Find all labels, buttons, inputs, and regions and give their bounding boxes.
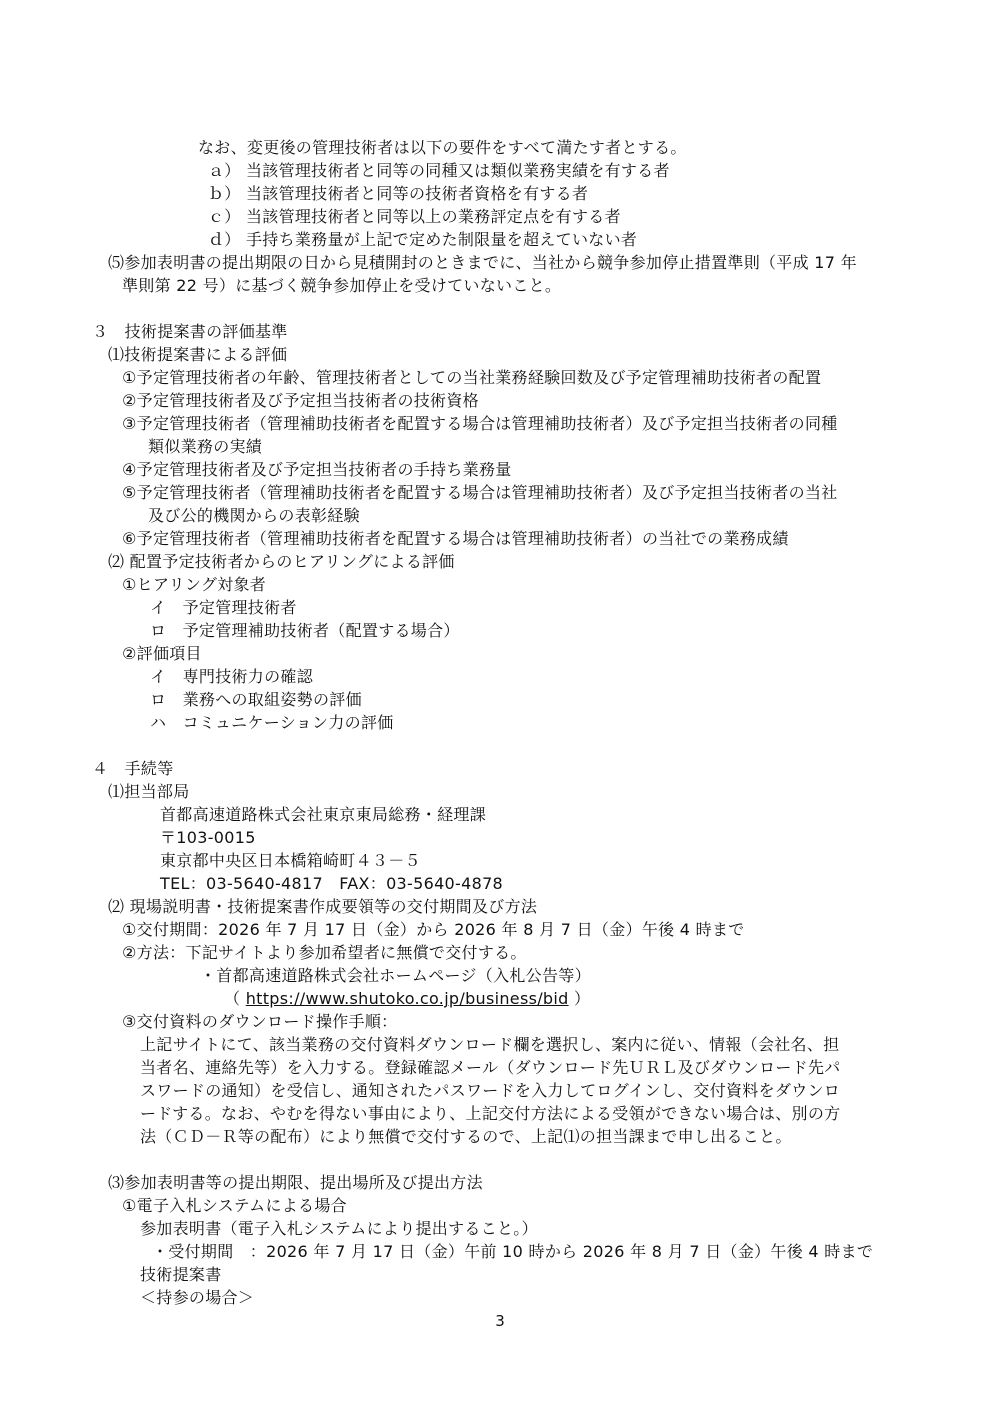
download-procedure-line4: ードする。なお、やむを得ない事由により、上記交付方法による受領ができない場合は、別の方	[140, 1104, 841, 1123]
criterion-5-line2: 及び公的機関からの表彰経験	[148, 506, 360, 525]
distribution-method: ②方法：下記サイトより参加希望者に無償で交付する。	[122, 943, 527, 962]
requirement-d: ｄ） 手持ち業務量が上記で定めた制限量を超えていない者	[208, 230, 638, 249]
contact-numbers: TEL：03-5640-4817 FAX：03-5640-4878	[160, 874, 504, 893]
download-procedure-line1: 上記サイトにて、該当業務の交付資料ダウンロード欄を選択し、案内に従い、情報（会社名、担	[140, 1035, 840, 1054]
website-url-line	[224, 989, 590, 1009]
criterion-1: ①予定管理技術者の年齢、管理技術者としての当社業務経験回数及び予定管理補助技術者の配置	[122, 368, 822, 387]
criterion-3-line1: ③予定管理技術者（管理補助技術者を配置する場合は管理補助技術者）及び予定担当技術者の同種	[122, 414, 838, 433]
replacement-note: なお、変更後の管理技術者は以下の要件をすべて満たす者とする。	[198, 138, 687, 157]
item5-line1: ⑸参加表明書の提出期限の日から見積開封のときまでに、当社から競争参加停止措置準則（平成 17 年	[108, 253, 857, 272]
criterion-5-line1: ⑤予定管理技術者（管理補助技術者を配置する場合は管理補助技術者）及び予定担当技術者の当社	[122, 483, 838, 502]
evaluation-item-i: イ 専門技術力の確認	[150, 667, 314, 686]
bid-website-link[interactable]: https://www.shutoko.co.jp/business/bid	[245, 989, 569, 1008]
section3-heading: ３ 技術提案書の評価基準	[92, 322, 288, 341]
hearing-targets: ①ヒアリング対象者	[122, 575, 267, 594]
bring-in-case: ＜持参の場合＞	[140, 1288, 255, 1307]
requirement-a: ａ） 当該管理技術者と同等の同種又は類似業務実績を有する者	[208, 161, 670, 180]
address: 東京都中央区日本橋箱崎町４３－５	[160, 851, 421, 870]
section4-sub3: ⑶参加表明書等の提出期限、提出場所及び提出方法	[108, 1173, 483, 1192]
url-paren-close: ）	[573, 989, 591, 1008]
hearing-target-ro: ロ 予定管理補助技術者（配置する場合）	[150, 621, 460, 640]
criterion-3-line2: 類似業務の実績	[148, 437, 263, 456]
download-procedure-title: ③交付資料のダウンロード操作手順：	[122, 1012, 398, 1031]
postal-code: 〒103-0015	[160, 828, 256, 847]
technical-proposal: 技術提案書	[140, 1265, 222, 1284]
section4-heading: ４ 手続等	[92, 759, 174, 778]
requirement-b: ｂ） 当該管理技術者と同等の技術者資格を有する者	[208, 184, 589, 203]
download-procedure-line5: 法（ＣＤ－Ｒ等の配布）により無償で交付するので、上記⑴の担当課まで申し出ること。	[140, 1127, 792, 1146]
organization-name: 首都高速道路株式会社東京東局総務・経理課	[160, 805, 487, 824]
requirement-c: ｃ） 当該管理技術者と同等以上の業務評定点を有する者	[208, 207, 621, 226]
evaluation-item-ro: ロ 業務への取組姿勢の評価	[150, 690, 362, 709]
website-name: ・首都高速道路株式会社ホームページ（入札公告等）	[200, 966, 591, 985]
distribution-period: ①交付期間：2026 年 7 月 17 日（金）から 2026 年 8 月 7 日（金）午後 4 時まで	[122, 920, 745, 939]
section4-sub1: ⑴担当部局	[108, 782, 190, 801]
criterion-4: ④予定管理技術者及び予定担当技術者の手持ち業務量	[122, 460, 512, 479]
section4-sub2: ⑵ 現場説明書・技術提案書作成要領等の交付期間及び方法	[108, 897, 538, 916]
section3-sub1: ⑴技術提案書による評価	[108, 345, 288, 364]
electronic-bidding-case: ①電子入札システムによる場合	[122, 1196, 347, 1215]
criterion-6: ⑥予定管理技術者（管理補助技術者を配置する場合は管理補助技術者）の当社での業務成績	[122, 529, 789, 548]
page-number: 3	[495, 1312, 505, 1330]
hearing-target-i: イ 予定管理技術者	[150, 598, 297, 617]
section3-sub2: ⑵ 配置予定技術者からのヒアリングによる評価	[108, 552, 455, 571]
evaluation-item-ha: ハ コミュニケーション力の評価	[150, 713, 394, 732]
evaluation-items: ②評価項目	[122, 644, 202, 663]
url-paren-open: （	[224, 989, 241, 1008]
criterion-2: ②予定管理技術者及び予定担当技術者の技術資格	[122, 391, 479, 410]
download-procedure-line2: 当者名、連絡先等）を入力する。登録確認メール（ダウンロード先ＵＲＬ及びダウンロード先パ	[140, 1058, 841, 1077]
participation-statement: 参加表明書（電子入札システムにより提出すること。）	[140, 1219, 538, 1238]
item5-line2: 準則第 22 号）に基づく競争参加停止を受けていないこと。	[122, 276, 562, 295]
acceptance-period: ・受付期間 ：2026 年 7 月 17 日（金）午前 10 時から 2026 年 8 月 7 日（金）午後 4 時まで	[152, 1242, 874, 1261]
download-procedure-line3: スワードの通知）を受信し、通知されたパスワードを入力してログインし、交付資料をダウンロ	[140, 1081, 841, 1100]
